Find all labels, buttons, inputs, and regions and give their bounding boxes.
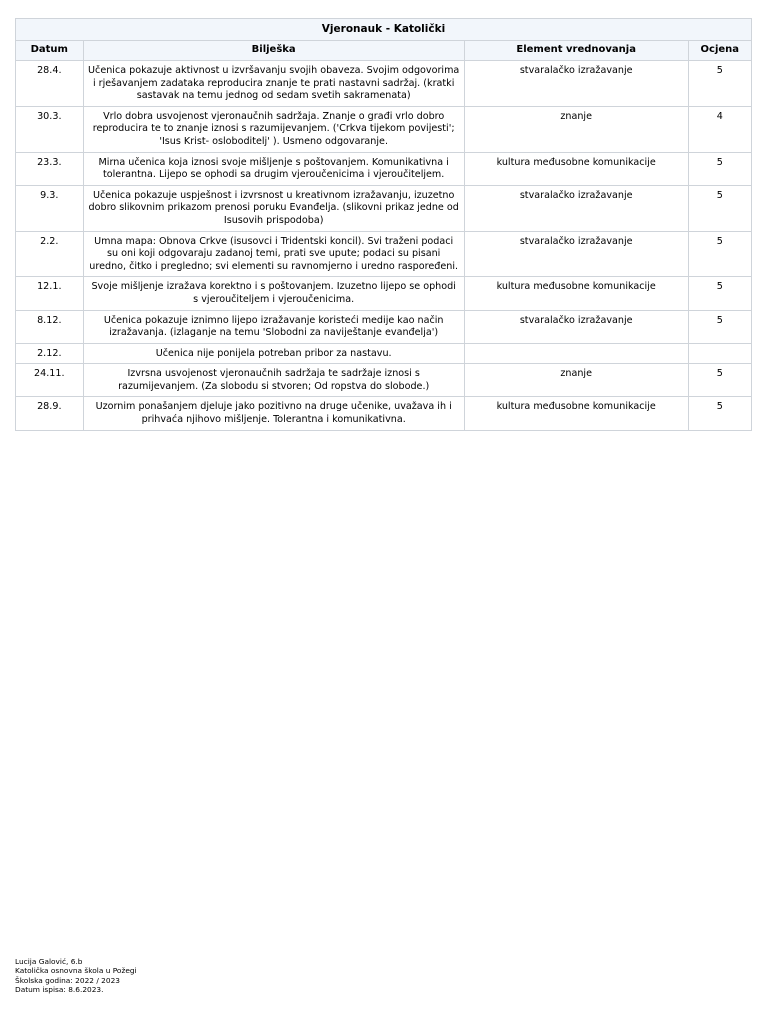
row-grade: [688, 343, 751, 364]
column-header-note: Bilješka: [83, 41, 464, 61]
row-grade: 4: [688, 106, 751, 152]
column-header-element: Element vrednovanja: [464, 41, 688, 61]
row-date: 2.2.: [16, 231, 84, 277]
row-date: 8.12.: [16, 310, 84, 343]
table-title-row: [16, 19, 752, 41]
row-note: Vrlo dobra usvojenost vjeronaučnih sadržaja. Znanje o građi vrlo dobro reproducira te to znanje iznosi s razumijevanjem. ('Crkva tijekom povijesti'; 'Isus Krist- osloboditelj' ). Usmeno odgovaranje.: [83, 106, 464, 152]
row-element: znanje: [464, 364, 688, 397]
column-header-grade: Ocjena: [688, 41, 751, 61]
row-date: 9.3.: [16, 185, 84, 231]
grades-table: [15, 18, 752, 431]
row-grade: 5: [688, 310, 751, 343]
column-header-date: Datum: [16, 41, 84, 61]
row-note: Učenica pokazuje uspješnost i izvrsnost u kreativnom izražavanju, izuzetno dobro slikovnim prikazom prenosi poruku Evanđelja. (slikovni prikaz jedne od Isusovih prispodoba): [83, 185, 464, 231]
school-name: Katolička osnovna škola u Požegi: [15, 966, 137, 976]
row-grade: 5: [688, 61, 751, 107]
table-row: [16, 310, 752, 343]
print-date: Datum ispisa: 8.6.2023.: [15, 985, 104, 995]
row-date: 24.11.: [16, 364, 84, 397]
row-note: Svoje mišljenje izražava korektno i s poštovanjem. Izuzetno lijepo se ophodi s vjeroučiteljem i vjeroučenicima.: [83, 277, 464, 310]
row-note: Učenica pokazuje aktivnost u izvršavanju svojih obaveza. Svojim odgovorima i rješavanjem zadataka reproducira znanje te prati nastavni sadržaj. (kratki sastavak na temu jednog od sedam svetih sakramenata): [83, 61, 464, 107]
row-date: 30.3.: [16, 106, 84, 152]
table-row: [16, 231, 752, 277]
row-element: stvaralačko izražavanje: [464, 185, 688, 231]
row-grade: 5: [688, 277, 751, 310]
row-element: stvaralačko izražavanje: [464, 231, 688, 277]
row-grade: 5: [688, 185, 751, 231]
row-grade: 5: [688, 397, 751, 430]
row-grade: 5: [688, 231, 751, 277]
row-element: stvaralačko izražavanje: [464, 310, 688, 343]
subject-title: Vjeronauk - Katolički: [16, 19, 752, 41]
row-note: Učenica nije ponijela potreban pribor za nastavu.: [83, 343, 464, 364]
row-note: Uzornim ponašanjem djeluje jako pozitivno na druge učenike, uvažava ih i prihvaća njihovo mišljenje. Tolerantna i komunikativna.: [83, 397, 464, 430]
row-note: Umna mapa: Obnova Crkve (isusovci i Tridentski koncil). Svi traženi podaci su oni koji odgovaraju zadanoj temi, prati sve upute; podaci su pisani uredno, čitko i pregledno; svi elementi su ravnomjerno i uredno raspoređeni.: [83, 231, 464, 277]
row-date: 2.12.: [16, 343, 84, 364]
row-note: Izvrsna usvojenost vjeronaučnih sadržaja te sadržaje iznosi s razumijevanjem. (Za slobodu si stvoren; Od ropstva do slobode.): [83, 364, 464, 397]
row-date: 28.9.: [16, 397, 84, 430]
table-row: [16, 185, 752, 231]
table-row: [16, 343, 752, 364]
table-row: [16, 277, 752, 310]
row-element: kultura međusobne komunikacije: [464, 277, 688, 310]
row-note: Mirna učenica koja iznosi svoje mišljenje s poštovanjem. Komunikativna i tolerantna. Lijepo se ophodi sa drugim vjeroučenicima i vjeroučiteljem.: [83, 152, 464, 185]
table-row: [16, 106, 752, 152]
table-row: [16, 152, 752, 185]
document-footer: [15, 957, 137, 995]
row-element: [464, 343, 688, 364]
row-element: kultura međusobne komunikacije: [464, 152, 688, 185]
school-year: Školska godina: 2022 / 2023: [15, 975, 120, 985]
row-grade: 5: [688, 364, 751, 397]
table-header-row: [16, 41, 752, 61]
row-note: Učenica pokazuje iznimno lijepo izražavanje koristeći medije kao način izražavanja. (izlaganje na temu 'Slobodni za naviještanje evanđelja'): [83, 310, 464, 343]
row-element: stvaralačko izražavanje: [464, 61, 688, 107]
table-row: [16, 397, 752, 430]
row-element: kultura međusobne komunikacije: [464, 397, 688, 430]
table-row: [16, 61, 752, 107]
row-date: 28.4.: [16, 61, 84, 107]
row-date: 23.3.: [16, 152, 84, 185]
student-name: Lucija Galović, 6.b: [15, 957, 83, 966]
row-date: 12.1.: [16, 277, 84, 310]
row-element: znanje: [464, 106, 688, 152]
table-row: [16, 364, 752, 397]
row-grade: 5: [688, 152, 751, 185]
